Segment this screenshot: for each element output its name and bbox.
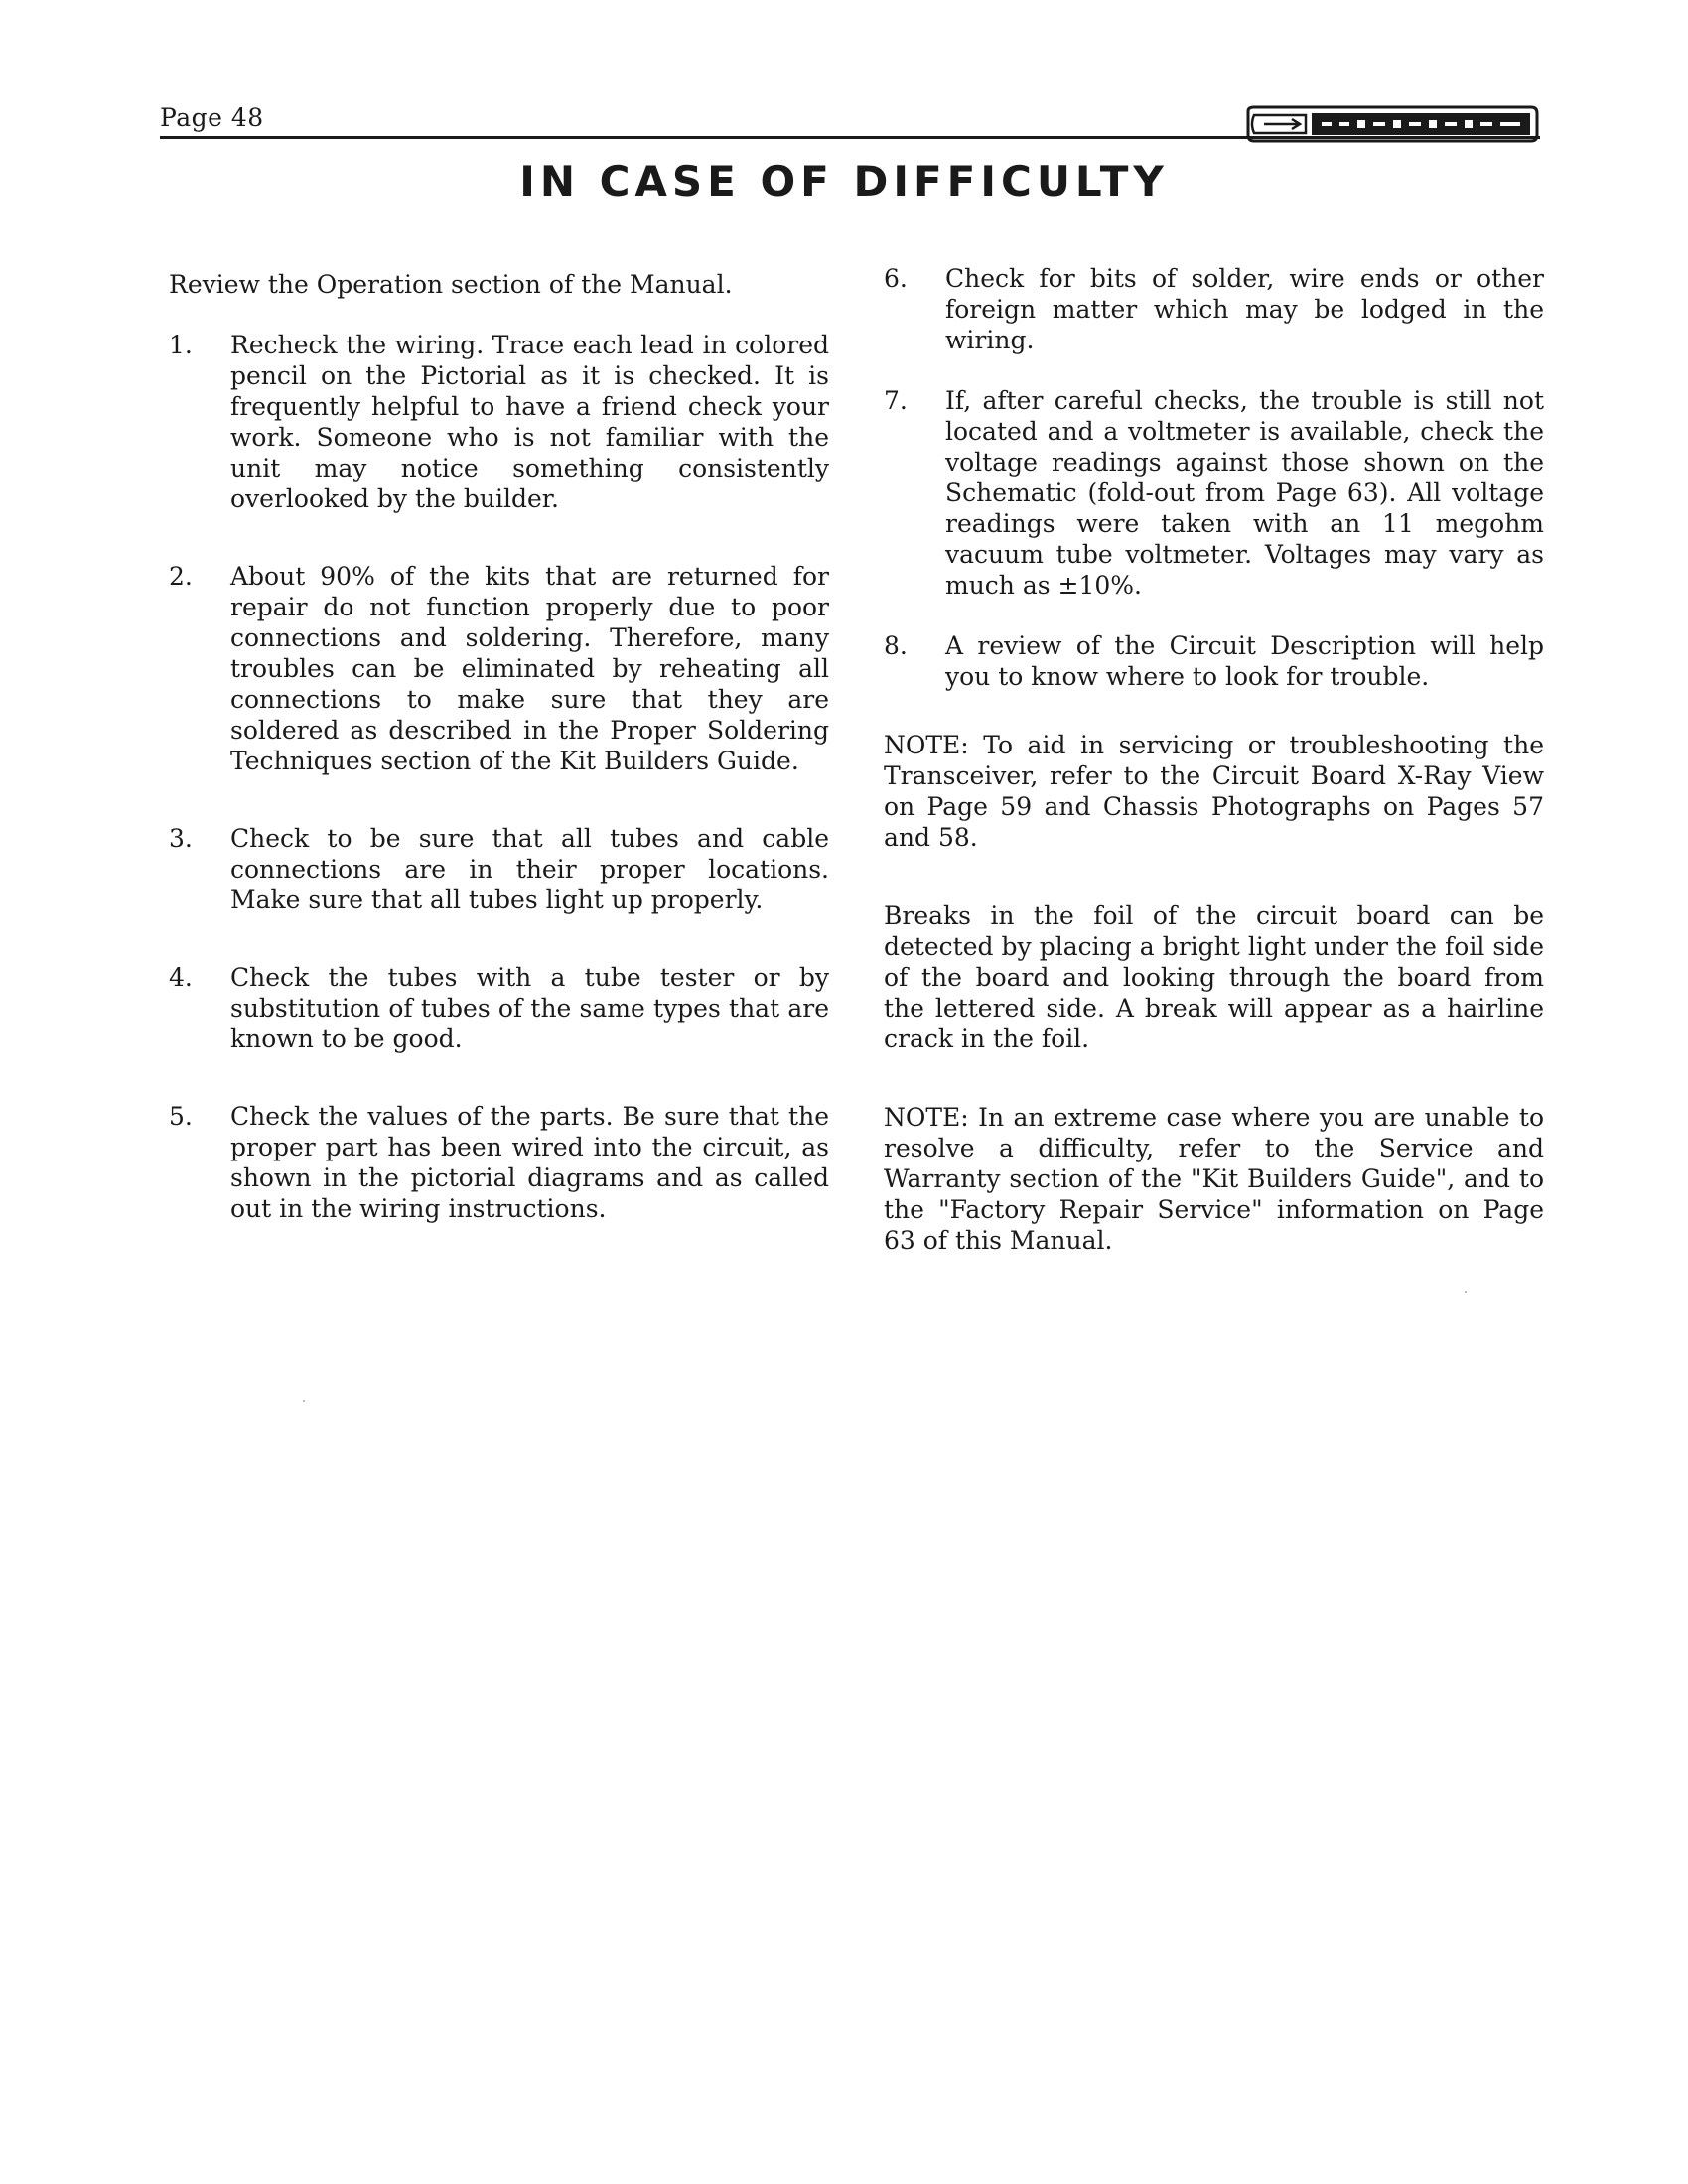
item-number: 8. [884, 631, 908, 660]
list-item [169, 330, 829, 514]
item-number: 4. [169, 963, 193, 992]
item-text: Check the values of the parts. Be sure that the proper part has been wired into the circuit, as shown in the pictorial diagrams and as called out in the wiring instructions. [230, 1102, 829, 1223]
right-column [884, 263, 1544, 1256]
list-item [884, 385, 1544, 601]
list-item [169, 962, 829, 1054]
item-number: 3. [169, 824, 193, 853]
list-item [169, 1101, 829, 1224]
breaks-paragraph: Breaks in the foil of the circuit board can be detected by placing a bright light under the foil side of the board and looking through the board from the lettered side. A break will appear as a hairline crack in the foil. [884, 901, 1544, 1053]
page-number: Page 48 [160, 103, 264, 132]
note-servicing: NOTE: To aid in servicing or troubleshooting the Transceiver, refer to the Circuit Board X-Ray View on Page 59 and Chassis Photographs on Pages 57 and 58. [884, 731, 1544, 852]
item-text: Check to be sure that all tubes and cable connections are in their proper locations. Make sure that all tubes light up properly. [230, 824, 829, 914]
scan-speck [1465, 1291, 1467, 1293]
list-item [884, 263, 1544, 355]
item-text: About 90% of the kits that are returned for repair do not function properly due to poor connections and soldering. Therefore, many troubles can be eliminated by reheating all connections to make sure that they are soldered as described in the Proper Soldering Techniques section of the Kit Builders Guide. [230, 562, 829, 775]
list-item [169, 561, 829, 776]
item-text: A review of the Circuit Description will help you to know where to look for trouble. [945, 631, 1544, 691]
item-number: 1. [169, 331, 193, 359]
item-text: Check the tubes with a tube tester or by substitution of tubes of the same types that are known to be good. [230, 963, 829, 1053]
note-extreme-case: NOTE: In an extreme case where you are unable to resolve a difficulty, refer to the Service and Warranty section of the "Kit Builders Guide", and to the "Factory Repair Service" information on Page 63 of this Manual. [884, 1103, 1544, 1255]
item-text: Recheck the wiring. Trace each lead in colored pencil on the Pictorial as it is checked. It is frequently helpful to have a friend check your work. Someone who is not familiar with the unit may notice something consistently overlooked by the builder. [230, 331, 829, 513]
item-text: Check for bits of solder, wire ends or other foreign matter which may be lodged in the wiring. [945, 264, 1544, 354]
left-column [169, 269, 829, 1224]
page-title: IN CASE OF DIFFICULTY [519, 157, 1169, 205]
intro-paragraph: Review the Operation section of the Manual. [169, 270, 733, 299]
header-rule [160, 136, 1540, 139]
list-item [169, 823, 829, 915]
item-number: 5. [169, 1102, 193, 1131]
scan-speck [303, 1400, 305, 1402]
item-text: If, after careful checks, the trouble is still not located and a voltmeter is available, check the voltage readings against those shown on the Schematic (fold-out from Page 63). All voltage readings were taken with an 11 megohm vacuum tube voltmeter. Voltages may vary as much as ±10%. [945, 386, 1544, 600]
item-number: 2. [169, 562, 193, 591]
item-number: 7. [884, 386, 908, 415]
item-number: 6. [884, 264, 908, 293]
list-item [884, 630, 1544, 692]
